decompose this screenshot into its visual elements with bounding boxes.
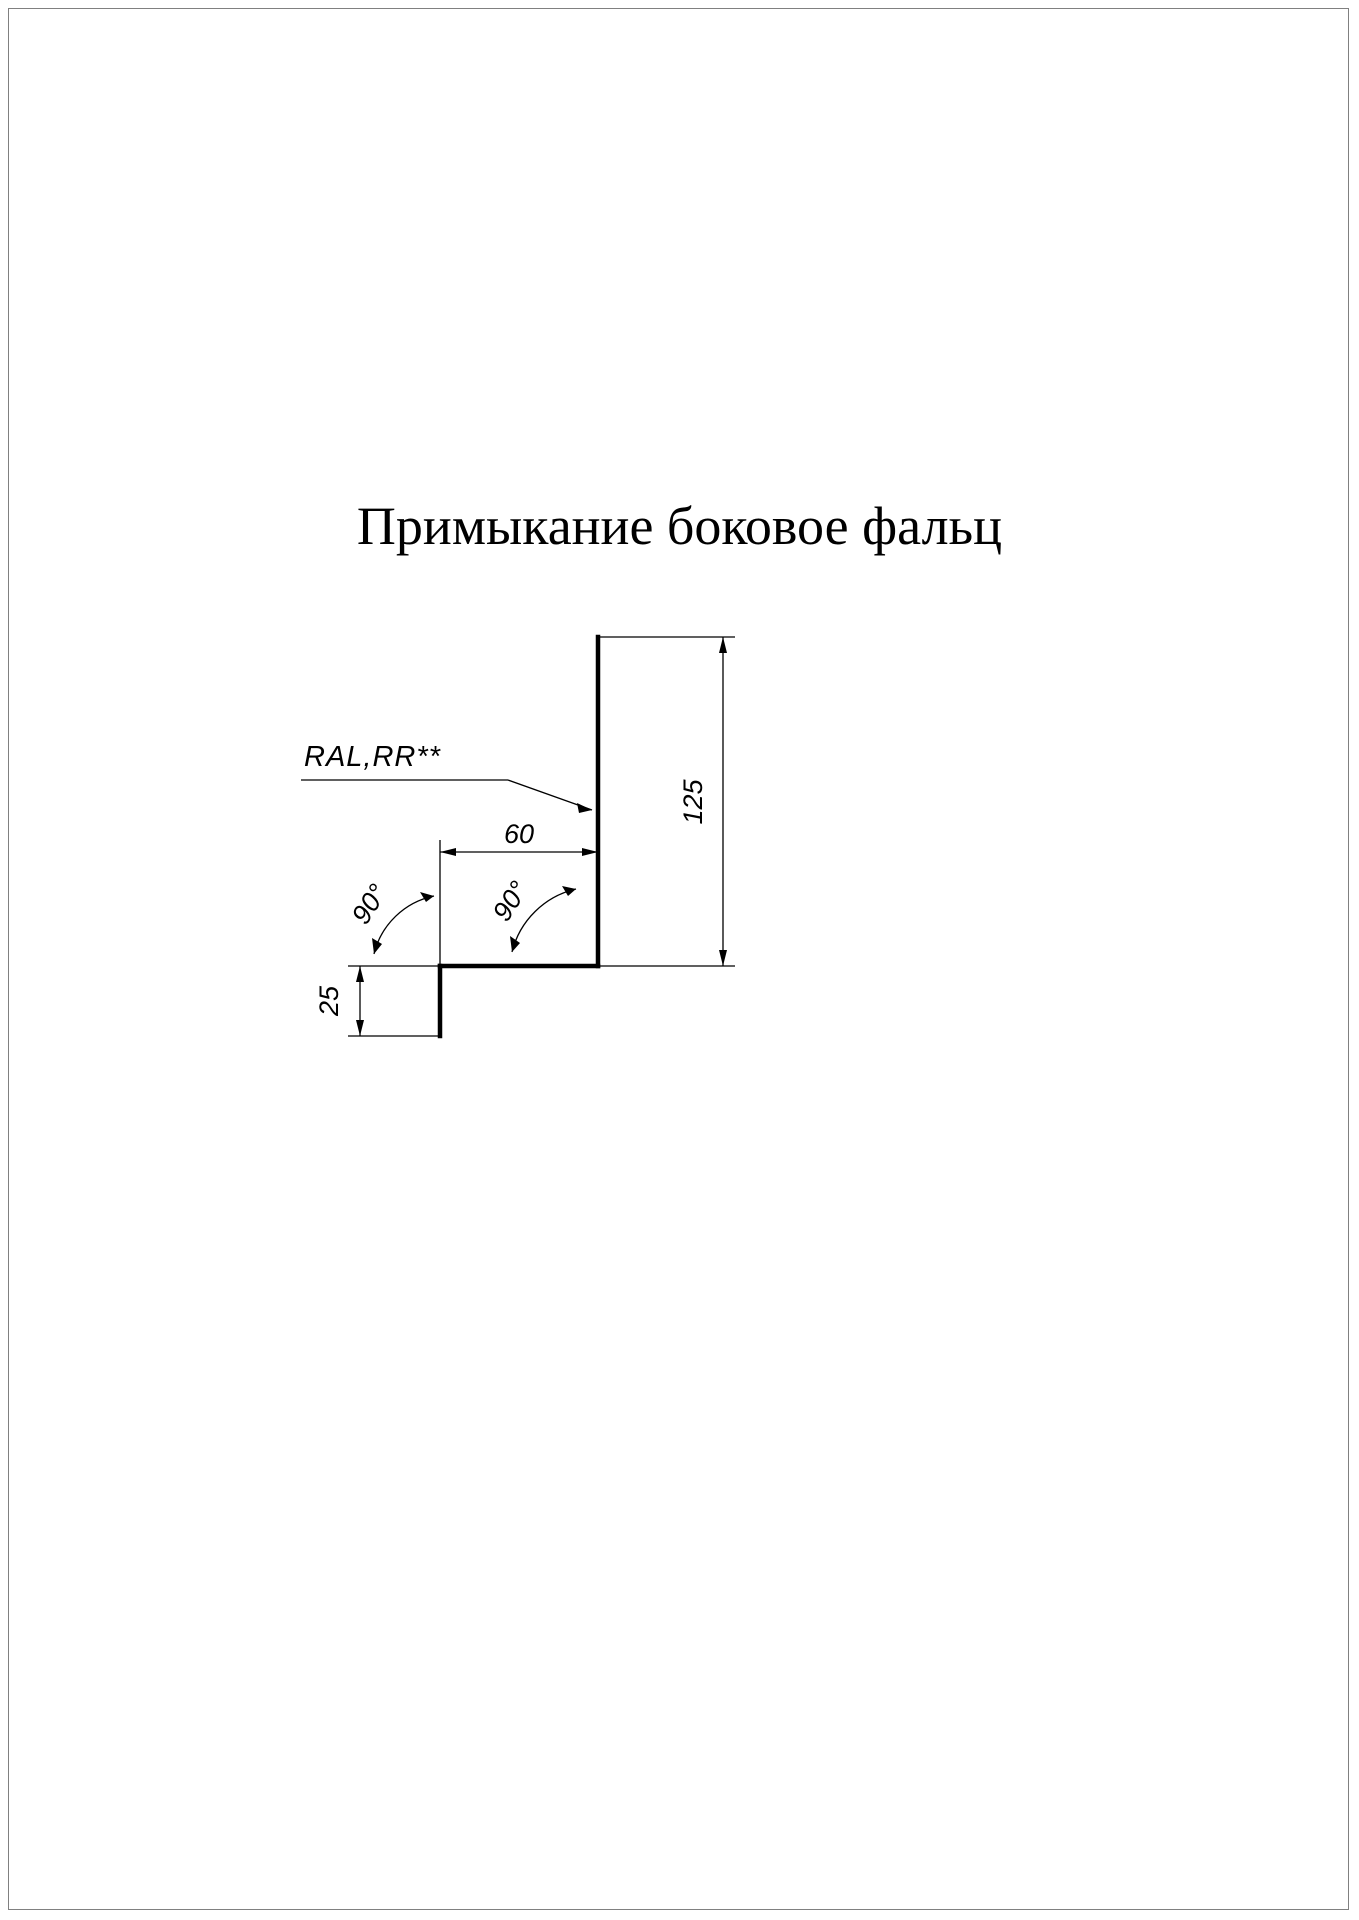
dimension-125 bbox=[600, 637, 735, 966]
material-label: RAL,RR** bbox=[304, 741, 441, 773]
material-leader-line bbox=[301, 780, 592, 813]
angle-right-label: 90° bbox=[486, 875, 535, 927]
angle-left-label: 90° bbox=[345, 878, 394, 930]
dimension-25-label: 25 bbox=[314, 985, 344, 1017]
technical-drawing bbox=[280, 600, 1080, 1120]
page-title: Примыкание боковое фальц bbox=[356, 496, 1003, 556]
dimension-60-label: 60 bbox=[503, 819, 535, 849]
dimension-125-label: 125 bbox=[678, 779, 708, 825]
dimension-25 bbox=[348, 966, 438, 1036]
